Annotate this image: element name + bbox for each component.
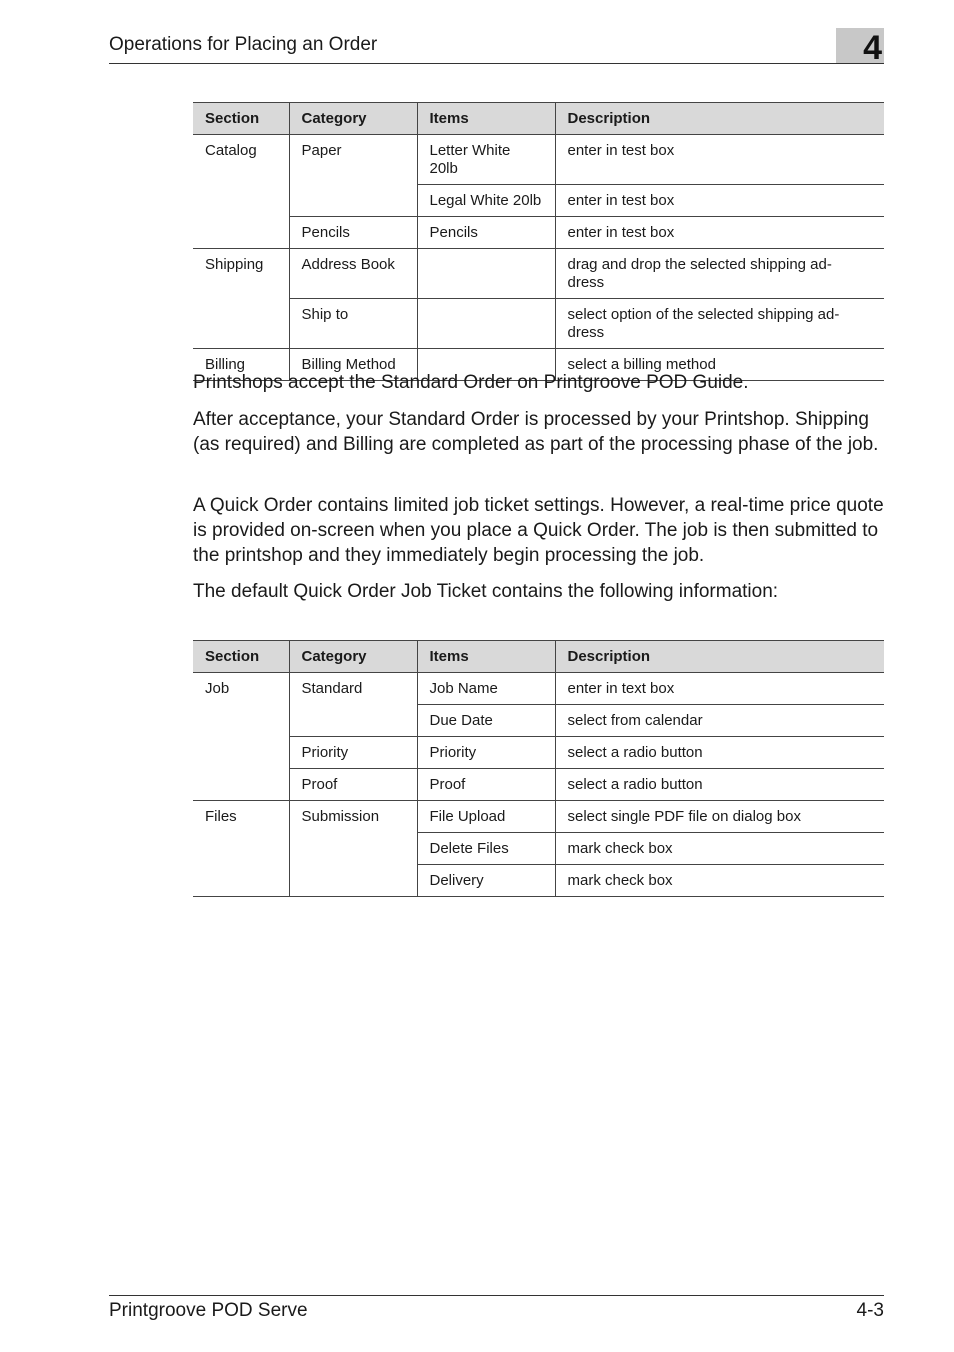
column-header: Section [193,641,289,673]
page-footer [109,1295,884,1321]
description-cell: select a radio button [555,737,884,769]
table-row [193,737,884,769]
section-cell: Job [193,673,289,801]
column-header: Description [555,641,884,673]
section-cell: Shipping [193,249,289,349]
section-cell: Files [193,801,289,897]
description-cell: mark check box [555,833,884,865]
items-cell: Job Name [417,673,555,705]
section-cell: Billing [193,349,289,381]
table-row [193,801,884,833]
column-header: Section [193,103,289,135]
category-cell: Priority [289,737,417,769]
items-cell: Letter White 20lb [417,135,555,185]
footer-product-name: Printgroove POD Serve [109,1300,308,1321]
body-paragraph: Printshops accept the Standard Order on Printgroove POD Guide. [193,372,749,393]
column-header: Items [417,103,555,135]
description-cell: select single PDF file on dialog box [555,801,884,833]
description-cell: enter in test box [555,217,884,249]
chapter-tab [836,28,884,67]
table-row [193,135,884,185]
items-cell [417,299,555,349]
description-cell: enter in text box [555,673,884,705]
column-header: Category [289,641,417,673]
items-cell: Delivery [417,865,555,897]
table-header-row [193,103,884,135]
footer-page-number: 4-3 [856,1300,884,1321]
quick-order-table [193,640,884,897]
table-header-row [193,641,884,673]
items-cell: Delete Files [417,833,555,865]
header-title: Operations for Placing an Order [109,34,378,55]
items-cell: Due Date [417,705,555,737]
section-cell: Catalog [193,135,289,249]
items-cell: Proof [417,769,555,801]
category-cell: Address Book [289,249,417,299]
column-header: Description [555,103,884,135]
body-paragraph: After acceptance, your Standard Order is processed by your Printshop. Shipping (as required) and Billing are completed as part of the processing phase of the job. [193,409,879,455]
category-cell: Ship to [289,299,417,349]
table-row [193,299,884,349]
description-cell: select a radio button [555,769,884,801]
description-cell: select from calendar [555,705,884,737]
table-row [193,217,884,249]
description-cell: drag and drop the selected shipping ad- dress [555,249,884,299]
page-header [109,26,884,67]
standard-order-table [193,102,884,381]
category-cell: Submission [289,801,417,897]
description-cell: select a billing method [555,349,884,381]
items-cell: Priority [417,737,555,769]
table-row [193,249,884,299]
column-header: Category [289,103,417,135]
chapter-number: 4 [863,29,882,67]
column-header: Items [417,641,555,673]
items-cell: Legal White 20lb [417,185,555,217]
description-cell: enter in test box [555,185,884,217]
category-cell: Billing Method [289,349,417,381]
items-cell: Pencils [417,217,555,249]
table-row [193,673,884,705]
description-cell: enter in test box [555,135,884,185]
category-cell: Pencils [289,217,417,249]
description-cell: mark check box [555,865,884,897]
category-cell: Standard [289,673,417,737]
body-paragraph: The default Quick Order Job Ticket contains the following information: [193,581,779,602]
category-cell: Paper [289,135,417,217]
category-cell: Proof [289,769,417,801]
items-cell [417,249,555,299]
body-paragraph: A Quick Order contains limited job ticket settings. However, a real-time price quote is provided on-screen when you place a Quick Order. The job is then submitted to the printshop and they immediately begin processing the job. [193,495,884,566]
items-cell: File Upload [417,801,555,833]
table-row [193,769,884,801]
description-cell: select option of the selected shipping ad- dress [555,299,884,349]
